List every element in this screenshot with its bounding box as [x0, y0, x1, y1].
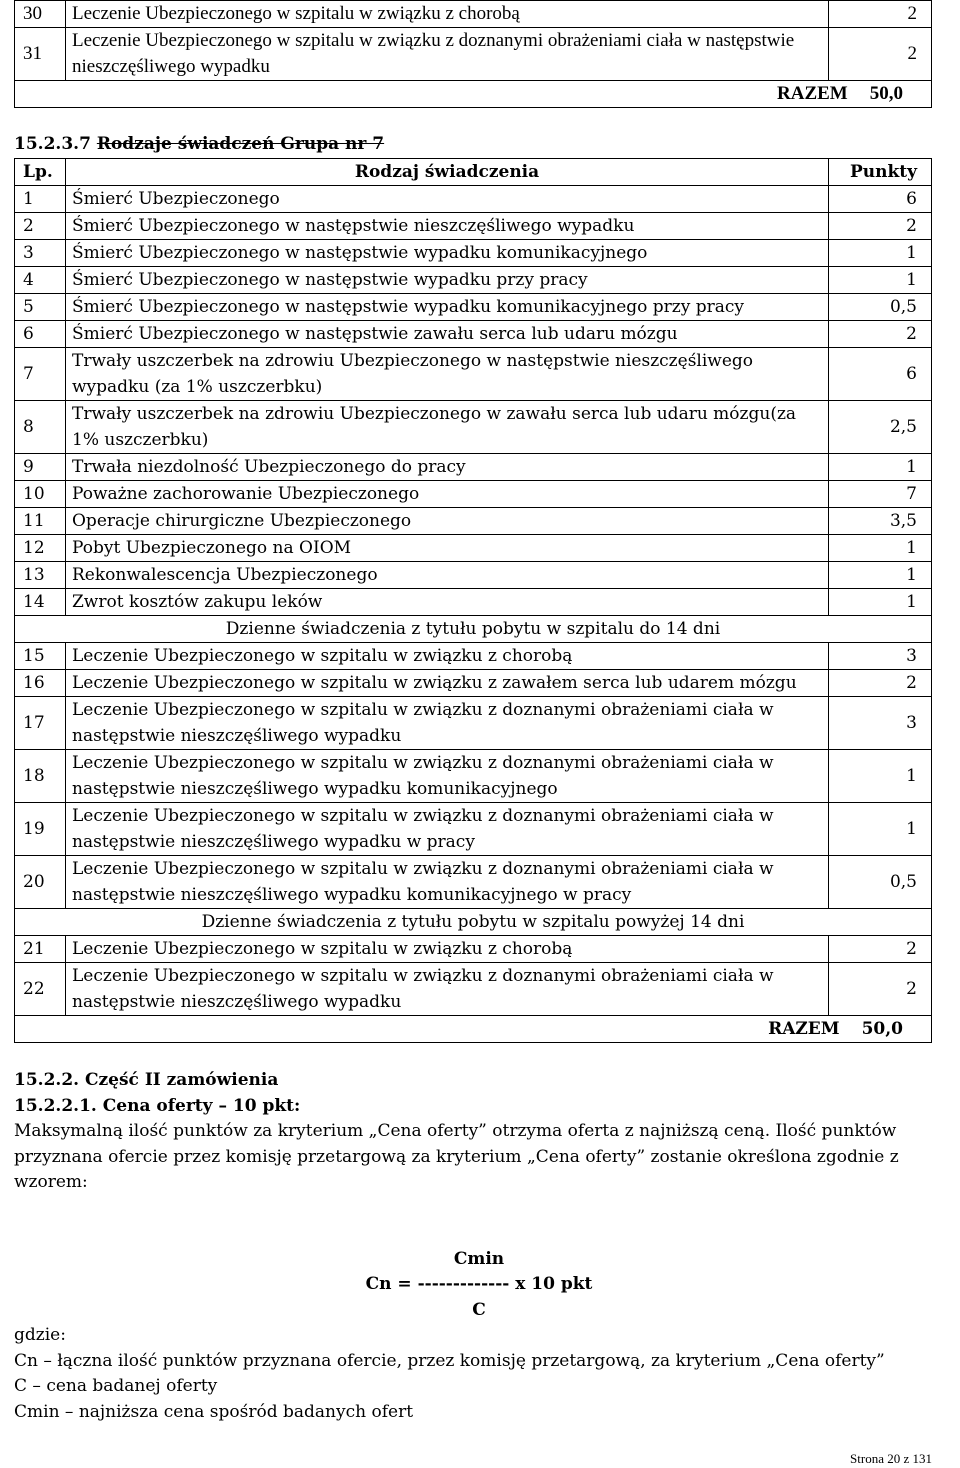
row-number: 22 — [15, 963, 66, 1016]
row-number: 12 — [15, 535, 66, 562]
benefit-description: Leczenie Ubezpieczonego w szpitalu w związku z doznanymi obrażeniami ciała w następstwie nieszczęśliwego wypadku komunikacyjnego — [66, 750, 829, 803]
benefit-description: Rekonwalescencja Ubezpieczonego — [66, 562, 829, 589]
row-points: 2,5 — [829, 401, 932, 454]
table-row — [15, 267, 932, 294]
total-value: 50,0 — [869, 83, 903, 104]
table-header-row — [15, 159, 932, 186]
formula-numerator: Cmin — [453, 1248, 505, 1269]
row-points: 3 — [829, 643, 932, 670]
header-points: Punkty — [829, 159, 932, 186]
table-row — [15, 1, 932, 28]
benefit-description: Śmierć Ubezpieczonego w następstwie wypadku komunikacyjnego przy pracy — [66, 294, 829, 321]
row-number: 18 — [15, 750, 66, 803]
benefit-description: Zwrot kosztów zakupu leków — [66, 589, 829, 616]
row-number: 5 — [15, 294, 66, 321]
row-points: 6 — [829, 348, 932, 401]
total-label: RAZEM — [777, 83, 848, 104]
row-points: 6 — [829, 186, 932, 213]
row-points: 2 — [829, 213, 932, 240]
table-row — [15, 186, 932, 213]
benefit-description: Trwały uszczerbek na zdrowiu Ubezpieczonego w zawału serca lub udaru mózgu(za 1% uszczerbku) — [66, 401, 829, 454]
row-number: 30 — [15, 1, 66, 28]
benefit-description: Poważne zachorowanie Ubezpieczonego — [66, 481, 829, 508]
total-row — [15, 81, 932, 108]
part-two-heading: 15.2.2. Część II zamówienia — [14, 1070, 279, 1090]
benefit-description: Śmierć Ubezpieczonego w następstwie nieszczęśliwego wypadku — [66, 213, 829, 240]
table-row — [15, 28, 932, 81]
subheader-over-14-days-label: Dzienne świadczenia z tytułu pobytu w szpitalu powyżej 14 dni — [15, 909, 932, 936]
benefits-table-group-7 — [14, 158, 932, 1043]
row-points: 1 — [829, 589, 932, 616]
table-row — [15, 535, 932, 562]
row-points: 2 — [829, 321, 932, 348]
row-points: 2 — [829, 936, 932, 963]
table-row — [15, 213, 932, 240]
row-points: 7 — [829, 481, 932, 508]
table-row — [15, 963, 932, 1016]
row-points: 0,5 — [829, 856, 932, 909]
total-label: RAZEM — [768, 1019, 840, 1039]
row-number: 11 — [15, 508, 66, 535]
row-points: 2 — [829, 963, 932, 1016]
row-number: 1 — [15, 186, 66, 213]
header-lp: Lp. — [15, 159, 66, 186]
section-title: Rodzaje świadczeń Grupa nr 7 — [96, 134, 385, 154]
row-points: 0,5 — [829, 294, 932, 321]
formula-denominator: C — [472, 1299, 486, 1320]
table-row — [15, 856, 932, 909]
row-number: 17 — [15, 697, 66, 750]
subheader-up-to-14-days-label: Dzienne świadczenia z tytułu pobytu w szpitalu do 14 dni — [15, 616, 932, 643]
definition-c: C – cena badanej oferty — [14, 1376, 218, 1396]
row-number: 21 — [15, 936, 66, 963]
benefit-description: Leczenie Ubezpieczonego w szpitalu w związku z zawałem serca lub udarem mózgu — [66, 670, 829, 697]
table-row — [15, 321, 932, 348]
table-row — [15, 697, 932, 750]
spacer — [14, 1196, 944, 1247]
row-number: 16 — [15, 670, 66, 697]
row-points: 1 — [829, 562, 932, 589]
row-points: 1 — [829, 240, 932, 267]
row-points: 2 — [829, 1, 932, 28]
benefit-description: Śmierć Ubezpieczonego w następstwie zawału serca lub udaru mózgu — [66, 321, 829, 348]
benefit-description: Operacje chirurgiczne Ubezpieczonego — [66, 508, 829, 535]
definition-cn: Cn – łączna ilość punktów przyznana ofercie, przez komisję przetargową, za kryterium „Cena oferty” — [14, 1350, 885, 1371]
benefit-description: Śmierć Ubezpieczonego — [66, 186, 829, 213]
criterion-paragraph: Maksymalną ilość punktów za kryterium „Cena oferty” otrzyma oferta z najniższą ceną. Ilość punktów przyznana ofercie przez komisję przetargową za kryterium „Cena oferty” zostanie określona zgodnie z wzorem: — [14, 1121, 899, 1192]
table-row — [15, 589, 932, 616]
formula-line: Cn = ------------- x 10 pkt — [365, 1274, 593, 1294]
benefit-description: Leczenie Ubezpieczonego w szpitalu w związku z doznanymi obrażeniami ciała w następstwie nieszczęśliwego wypadku — [66, 697, 829, 750]
row-number: 20 — [15, 856, 66, 909]
row-number: 6 — [15, 321, 66, 348]
row-number: 4 — [15, 267, 66, 294]
table-row — [15, 481, 932, 508]
table-row — [15, 508, 932, 535]
table-row — [15, 936, 932, 963]
price-criterion-heading: 15.2.2.1. Cena oferty – 10 pkt: — [14, 1095, 301, 1116]
benefit-description: Leczenie Ubezpieczonego w szpitalu w związku z doznanymi obrażeniami ciała w następstwie nieszczęśliwego wypadku komunikacyjnego w pracy — [66, 856, 829, 909]
table-row — [15, 240, 932, 267]
total-cell — [15, 81, 932, 108]
benefit-description: Leczenie Ubezpieczonego w szpitalu w związku z chorobą — [66, 936, 829, 963]
row-number: 10 — [15, 481, 66, 508]
row-points: 1 — [829, 267, 932, 294]
row-number: 7 — [15, 348, 66, 401]
benefit-description: Trwała niezdolność Ubezpieczonego do pracy — [66, 454, 829, 481]
table-row — [15, 348, 932, 401]
table-row — [15, 670, 932, 697]
row-number: 3 — [15, 240, 66, 267]
benefit-description: Leczenie Ubezpieczonego w szpitalu w związku z doznanymi obrażeniami ciała w następstwie nieszczęśliwego wypadku — [66, 28, 829, 81]
row-number: 15 — [15, 643, 66, 670]
row-points: 1 — [829, 454, 932, 481]
benefit-description: Leczenie Ubezpieczonego w szpitalu w związku z doznanymi obrażeniami ciała w następstwie nieszczęśliwego wypadku w pracy — [66, 803, 829, 856]
total-value: 50,0 — [861, 1019, 903, 1039]
section-number: 15.2.3.7 — [14, 134, 97, 154]
table-row — [15, 401, 932, 454]
table-row — [15, 803, 932, 856]
header-benefit-type: Rodzaj świadczenia — [66, 159, 829, 186]
row-points: 3,5 — [829, 508, 932, 535]
table-row — [15, 750, 932, 803]
benefit-description: Śmierć Ubezpieczonego w następstwie wypadku przy pracy — [66, 267, 829, 294]
row-number: 2 — [15, 213, 66, 240]
table-row — [15, 454, 932, 481]
where-label: gdzie: — [14, 1325, 66, 1345]
row-number: 31 — [15, 28, 66, 81]
page-footer: Strona 20 z 131 — [850, 1451, 932, 1466]
row-number: 19 — [15, 803, 66, 856]
table-row — [15, 643, 932, 670]
row-points: 2 — [829, 28, 932, 81]
row-points: 3 — [829, 697, 932, 750]
table-row — [15, 562, 932, 589]
benefit-description: Pobyt Ubezpieczonego na OIOM — [66, 535, 829, 562]
subheader-up-to-14-days — [15, 616, 932, 643]
benefit-description: Śmierć Ubezpieczonego w następstwie wypadku komunikacyjnego — [66, 240, 829, 267]
subheader-over-14-days — [15, 909, 932, 936]
benefit-description: Leczenie Ubezpieczonego w szpitalu w związku z doznanymi obrażeniami ciała w następstwie nieszczęśliwego wypadku — [66, 963, 829, 1016]
row-number: 9 — [15, 454, 66, 481]
total-cell — [15, 1016, 932, 1043]
row-points: 1 — [829, 535, 932, 562]
benefit-description: Leczenie Ubezpieczonego w szpitalu w związku z chorobą — [66, 1, 829, 28]
row-points: 2 — [829, 670, 932, 697]
part-two-section — [14, 1068, 944, 1425]
row-points: 1 — [829, 750, 932, 803]
row-number: 13 — [15, 562, 66, 589]
benefits-table-continued — [14, 0, 932, 108]
benefit-description: Trwały uszczerbek na zdrowiu Ubezpieczonego w następstwie nieszczęśliwego wypadku (za 1% uszczerbku) — [66, 348, 829, 401]
total-row — [15, 1016, 932, 1043]
definition-cmin: Cmin – najniższa cena spośród badanych ofert — [14, 1401, 414, 1422]
benefit-description: Leczenie Ubezpieczonego w szpitalu w związku z chorobą — [66, 643, 829, 670]
section-heading — [14, 132, 384, 156]
row-points: 1 — [829, 803, 932, 856]
row-number: 8 — [15, 401, 66, 454]
row-number: 14 — [15, 589, 66, 616]
table-row — [15, 294, 932, 321]
